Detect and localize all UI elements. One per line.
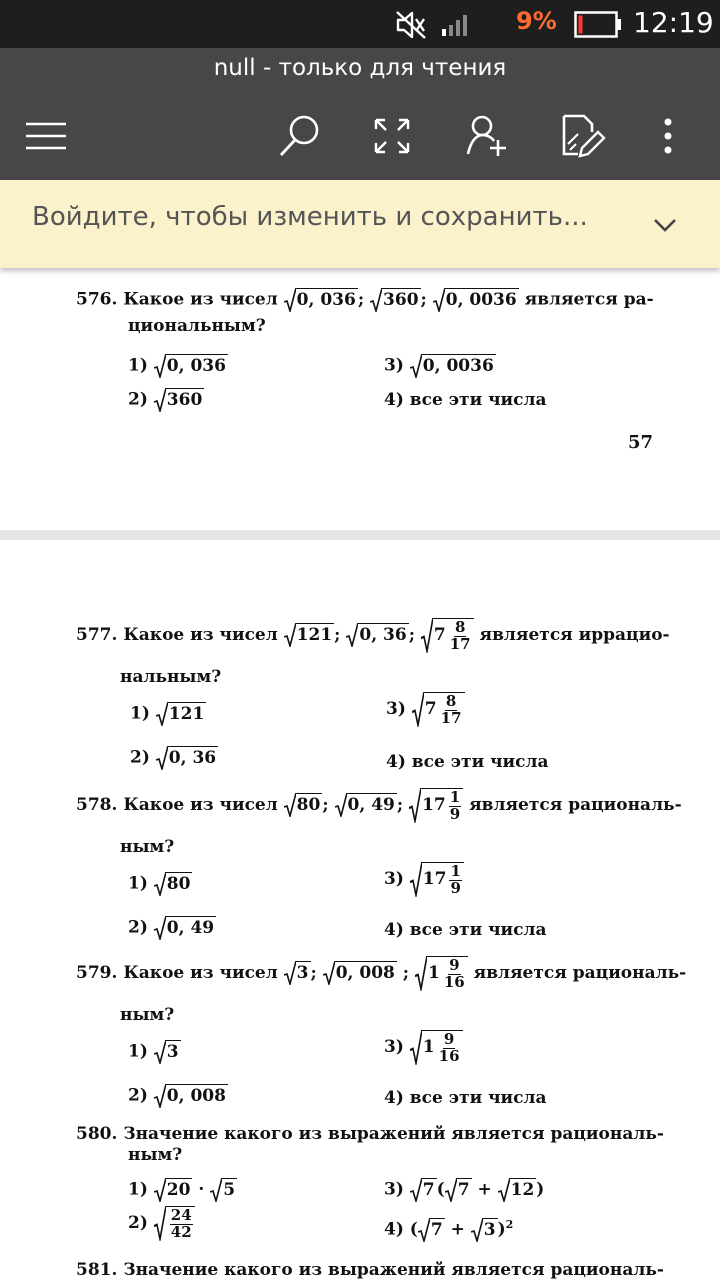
task-576: 576. Какое из чисел 0, 036 ; 360 ; 0, 0036 является ра- циональным?: [76, 289, 654, 336]
task-579: 579. Какое из чисел 3 ; 0, 008 ; 1 $\frac{9}{16}$ является рациональ- ным?: [76, 956, 687, 1025]
document-title: null - только для чтения: [213, 55, 507, 81]
answer-number: 1): [128, 355, 148, 376]
app-bar: [0, 48, 720, 180]
task-580: [76, 1124, 664, 1167]
page-separator: [0, 530, 720, 540]
radical: [210, 1178, 237, 1202]
clock: 12:19: [633, 6, 714, 39]
radical: [154, 872, 193, 896]
fraction: [170, 1208, 193, 1241]
answer-option-4: [384, 390, 547, 410]
radical: [284, 623, 335, 647]
radicand: 0, 008: [335, 961, 397, 985]
denominator: 42: [170, 1222, 192, 1241]
numerator: 24: [170, 1206, 192, 1224]
radicand: 80: [296, 793, 323, 817]
fraction: [449, 620, 472, 653]
radical: [335, 793, 397, 817]
question-text: ным?: [128, 1145, 183, 1166]
answer-number: 3): [384, 868, 404, 889]
whole-part: 17: [422, 795, 446, 816]
radical-mixed-number: [410, 1030, 463, 1065]
radical-mixed-number: [410, 862, 464, 897]
numerator: 1: [450, 862, 461, 880]
radical: [154, 388, 205, 412]
question-text: ным?: [120, 1004, 175, 1025]
radical-mixed-number: [409, 788, 463, 823]
radical-mixed-number: [421, 618, 474, 653]
radicand: 20: [166, 1178, 193, 1202]
radical: [156, 702, 207, 726]
radical-fraction: [154, 1206, 195, 1241]
radicand: 0, 036: [296, 288, 358, 312]
document-page-58: [0, 540, 720, 1280]
task-581: [76, 1260, 664, 1280]
radicand: 7: [457, 1178, 472, 1202]
answer-number: 3): [384, 355, 404, 376]
radical: [498, 1178, 537, 1202]
answer-number: 4): [384, 1219, 404, 1240]
radicand: 7: [422, 1178, 437, 1202]
signal-icon: [440, 13, 470, 37]
fraction: [440, 694, 463, 727]
radicand: 3: [296, 961, 311, 985]
edit-document-icon[interactable]: [554, 110, 606, 162]
answer-number: 1): [128, 873, 148, 894]
answer-option-1: [128, 1178, 237, 1202]
radicand: 0, 0036: [445, 288, 519, 312]
radicand: 0, 36: [168, 746, 218, 770]
answer-option-3: [384, 354, 496, 378]
task-number: 579.: [76, 962, 118, 983]
answer-option-4: [384, 1088, 547, 1108]
radical: [156, 746, 218, 770]
page-number: 57: [628, 432, 654, 453]
status-bar: [0, 0, 720, 48]
question-text: является иррацио-: [479, 624, 670, 645]
answer-number: 4): [386, 752, 406, 772]
radical-mixed-number: [412, 692, 465, 727]
radicand: 121: [168, 702, 207, 726]
radical: [284, 961, 311, 985]
question-text: циональным?: [128, 316, 266, 336]
radicand: 0, 036: [166, 354, 228, 378]
radicand: 360: [166, 388, 205, 412]
battery-percent: 9%: [516, 7, 557, 35]
question-text: является ра-: [524, 289, 654, 310]
answer-option-2: [128, 388, 204, 412]
denominator: 17: [440, 708, 462, 727]
question-text: Какое из чисел: [123, 962, 278, 983]
question-text: Какое из чисел: [123, 289, 278, 310]
answer-option-2: [128, 1084, 228, 1108]
radical: [410, 354, 496, 378]
radicand: 80: [166, 872, 193, 896]
radical: [154, 1084, 228, 1108]
question-text: Значение какого из выражений является рациональ-: [123, 1124, 664, 1144]
whole-part: 17: [422, 869, 447, 890]
denominator: 9: [449, 804, 461, 823]
radicand: 0, 49: [347, 793, 397, 817]
search-icon[interactable]: [274, 110, 326, 162]
answer-text: все эти числа: [411, 752, 549, 772]
chevron-down-icon[interactable]: [648, 208, 682, 242]
radical: [433, 288, 519, 312]
radicand: 121: [296, 623, 335, 647]
whole-part: 7: [433, 625, 446, 646]
more-options-icon[interactable]: [642, 110, 694, 162]
mute-icon: [394, 9, 428, 41]
radical: [418, 1218, 445, 1242]
answer-text: все эти числа: [409, 1088, 547, 1108]
denominator: 16: [438, 1046, 460, 1065]
numerator: 9: [449, 956, 460, 974]
radical: [445, 1178, 472, 1202]
task-number: 576.: [76, 289, 118, 310]
numerator: 1: [449, 788, 461, 806]
numerator: 8: [454, 618, 466, 636]
radical: [471, 1218, 498, 1242]
answer-option-1: [128, 872, 192, 896]
question-text: ным?: [120, 836, 175, 857]
radical: [154, 1178, 193, 1202]
operator: ·: [198, 1179, 205, 1200]
answer-option-3: [384, 862, 464, 897]
answer-number: 2): [128, 389, 148, 410]
answer-option-1: [130, 702, 206, 726]
fullscreen-icon[interactable]: [366, 110, 418, 162]
task-number: 581.: [76, 1260, 118, 1280]
radicand: 0, 36: [358, 623, 408, 647]
radical: [284, 288, 358, 312]
radicand: 3: [483, 1218, 498, 1242]
task-number: 580.: [76, 1124, 118, 1144]
answer-text: все эти числа: [409, 920, 547, 940]
radicand: 0, 0036: [422, 354, 496, 378]
answer-number: 3): [384, 1036, 404, 1057]
fraction: [438, 1032, 461, 1065]
answer-option-2: [130, 746, 218, 770]
radicand: 5: [222, 1178, 237, 1202]
question-text: Какое из чисел: [123, 794, 278, 815]
answer-option-4: [384, 920, 547, 940]
radicand: 12: [510, 1178, 537, 1202]
answer-option-2: [128, 916, 216, 940]
denominator: 9: [450, 878, 461, 897]
radicand: 3: [166, 1040, 181, 1064]
whole-part: 1: [422, 1037, 435, 1058]
fraction: [449, 790, 461, 823]
task-number: 578.: [76, 794, 118, 815]
fraction: [449, 864, 461, 897]
banner-text: Войдите, чтобы изменить и сохранить...: [32, 202, 588, 232]
radical: [154, 1040, 181, 1064]
task-578: 578. Какое из чисел 80 ; 0, 49 ; 17 $\frac{1}{9}$ является рациональ- ным?: [76, 788, 682, 857]
answer-option-3: [384, 1030, 463, 1065]
operator: +: [450, 1219, 465, 1240]
denominator: 17: [449, 634, 471, 653]
answer-number: 2): [128, 1085, 148, 1106]
answer-option-2: [128, 1206, 195, 1241]
answer-number: 1): [128, 1179, 148, 1200]
question-text: Значение какого из выражений является рациональ-: [123, 1260, 664, 1280]
answer-option-1: [128, 354, 228, 378]
document-page-57: [0, 260, 720, 530]
numerator: 8: [445, 692, 457, 710]
fraction: [443, 958, 466, 991]
sign-in-banner[interactable]: [0, 180, 720, 268]
radicand: 0, 008: [166, 1084, 228, 1108]
answer-option-3: [386, 692, 465, 727]
answer-number: 4): [384, 1088, 404, 1108]
radicand: 0, 49: [166, 916, 216, 940]
answer-number: 2): [130, 747, 150, 768]
radical: [284, 793, 323, 817]
answer-number: 1): [130, 703, 150, 724]
menu-icon[interactable]: [20, 110, 72, 162]
answer-option-1: [128, 1040, 181, 1064]
answer-number: 4): [384, 390, 404, 410]
whole-part: 7: [424, 699, 437, 720]
numerator: 9: [443, 1030, 455, 1048]
radical: [154, 354, 228, 378]
denominator: 16: [443, 972, 465, 991]
answer-number: 4): [384, 920, 404, 940]
radical: [323, 961, 397, 985]
answer-number: 2): [128, 1212, 148, 1233]
answer-number: 1): [128, 1041, 148, 1062]
answer-option-4: 4) ( 7 + 3 )$^2$: [384, 1218, 514, 1241]
answer-number: 3): [384, 1179, 404, 1200]
task-number: 577.: [76, 624, 118, 645]
question-text: нальным?: [120, 666, 222, 687]
radical: [370, 288, 421, 312]
answer-number: 2): [128, 917, 148, 938]
radicand: 360: [382, 288, 421, 312]
radical: [410, 1178, 437, 1202]
question-text: является рациональ-: [469, 794, 682, 815]
question-text: Какое из чисел: [123, 624, 278, 645]
answer-number: 3): [386, 698, 406, 719]
task-577: 577. Какое из чисел 121 ; 0, 36 ; 7 $\frac{8}{17}$ является иррацио- нальным?: [76, 618, 670, 687]
radical-mixed-number: [415, 956, 468, 991]
radical: [346, 623, 408, 647]
question-text: является рациональ-: [473, 962, 687, 983]
answer-option-3: 3) 7 ( 7 + 12 ): [384, 1179, 545, 1201]
whole-part: 1: [428, 963, 440, 984]
radicand: 7: [430, 1218, 445, 1242]
add-user-icon[interactable]: [460, 110, 512, 162]
radical: [154, 916, 216, 940]
battery-icon: [574, 11, 622, 38]
answer-text: все эти числа: [409, 390, 547, 410]
operator: +: [477, 1179, 492, 1200]
answer-option-4: [386, 752, 549, 772]
exponent: 2: [505, 1218, 514, 1231]
